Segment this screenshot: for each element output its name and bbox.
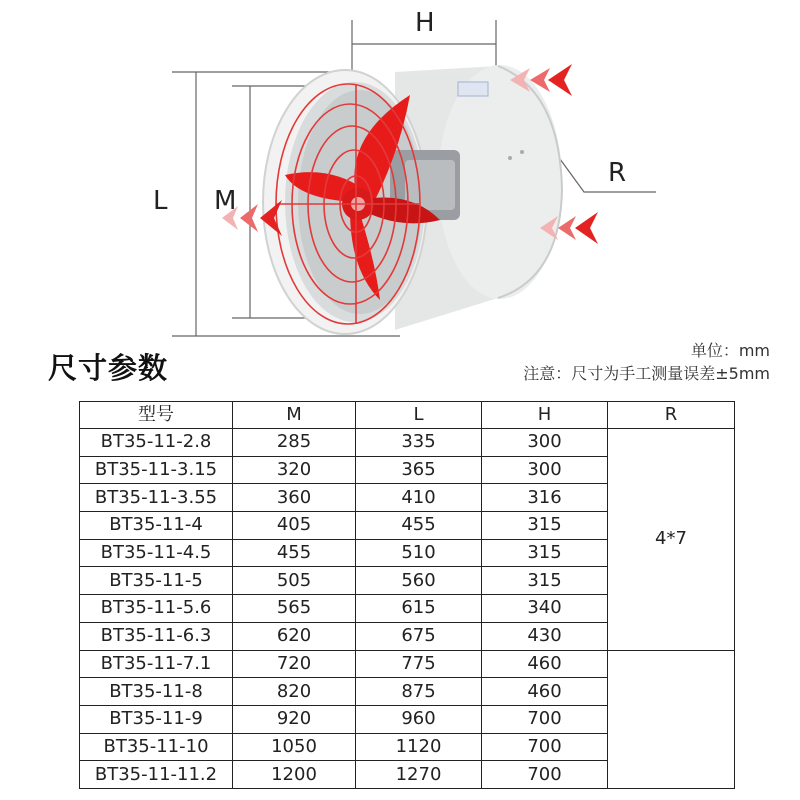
header-model: 型号: [80, 402, 233, 429]
cell-r: [608, 650, 735, 788]
cell-l: 335: [356, 429, 482, 457]
cell-h: 700: [482, 733, 608, 761]
cell-model: BT35-11-9: [80, 705, 233, 733]
cell-h: 315: [482, 539, 608, 567]
cell-model: BT35-11-7.1: [80, 650, 233, 678]
cell-m: 1050: [233, 733, 356, 761]
unit-note: 单位：mm: [690, 341, 770, 360]
cell-l: 875: [356, 678, 482, 706]
table-header-row: [80, 402, 735, 429]
label-l: L: [153, 186, 168, 216]
label-m: M: [214, 186, 237, 216]
cell-l: 615: [356, 595, 482, 623]
cell-model: BT35-11-5: [80, 567, 233, 595]
table-body: [80, 429, 735, 789]
cell-h: 460: [482, 650, 608, 678]
cell-m: 320: [233, 456, 356, 484]
cell-model: BT35-11-8: [80, 678, 233, 706]
cell-m: 405: [233, 512, 356, 540]
cell-m: 620: [233, 622, 356, 650]
cell-model: BT35-11-4.5: [80, 539, 233, 567]
cell-h: 700: [482, 705, 608, 733]
cell-l: 510: [356, 539, 482, 567]
cell-m: 820: [233, 678, 356, 706]
header-h: H: [482, 402, 608, 429]
cell-model: BT35-11-10: [80, 733, 233, 761]
cell-l: 410: [356, 484, 482, 512]
header-l: L: [356, 402, 482, 429]
cell-m: 565: [233, 595, 356, 623]
cell-h: 430: [482, 622, 608, 650]
cell-h: 700: [482, 761, 608, 789]
label-h: H: [415, 8, 435, 38]
header-r: R: [608, 402, 735, 429]
cell-h: 316: [482, 484, 608, 512]
cell-l: 365: [356, 456, 482, 484]
fan-diagram: [0, 0, 800, 345]
cell-l: 560: [356, 567, 482, 595]
cell-m: 505: [233, 567, 356, 595]
cell-m: 720: [233, 650, 356, 678]
header-m: M: [233, 402, 356, 429]
section-title: 尺寸参数: [48, 351, 169, 385]
label-r: R: [608, 158, 627, 188]
cell-h: 315: [482, 567, 608, 595]
cell-model: BT35-11-6.3: [80, 622, 233, 650]
cell-h: 315: [482, 512, 608, 540]
table-row: [80, 650, 735, 678]
cell-model: BT35-11-2.8: [80, 429, 233, 457]
dimension-r: [552, 148, 656, 192]
table-row: [80, 429, 735, 457]
cell-l: 455: [356, 512, 482, 540]
cell-h: 300: [482, 456, 608, 484]
cell-m: 285: [233, 429, 356, 457]
cell-l: 675: [356, 622, 482, 650]
cell-m: 455: [233, 539, 356, 567]
cell-r: 4*7: [608, 429, 735, 651]
cell-model: BT35-11-3.15: [80, 456, 233, 484]
cell-model: BT35-11-4: [80, 512, 233, 540]
cell-m: 360: [233, 484, 356, 512]
cell-l: 960: [356, 705, 482, 733]
cell-l: 1270: [356, 761, 482, 789]
cell-l: 775: [356, 650, 482, 678]
cell-model: BT35-11-11.2: [80, 761, 233, 789]
tolerance-note: 注意：尺寸为手工测量误差±5mm: [523, 364, 770, 383]
cell-h: 460: [482, 678, 608, 706]
cell-h: 340: [482, 595, 608, 623]
cell-m: 920: [233, 705, 356, 733]
cell-model: BT35-11-3.55: [80, 484, 233, 512]
spec-table: [79, 401, 735, 789]
cell-h: 300: [482, 429, 608, 457]
cell-l: 1120: [356, 733, 482, 761]
cell-m: 1200: [233, 761, 356, 789]
cell-model: BT35-11-5.6: [80, 595, 233, 623]
